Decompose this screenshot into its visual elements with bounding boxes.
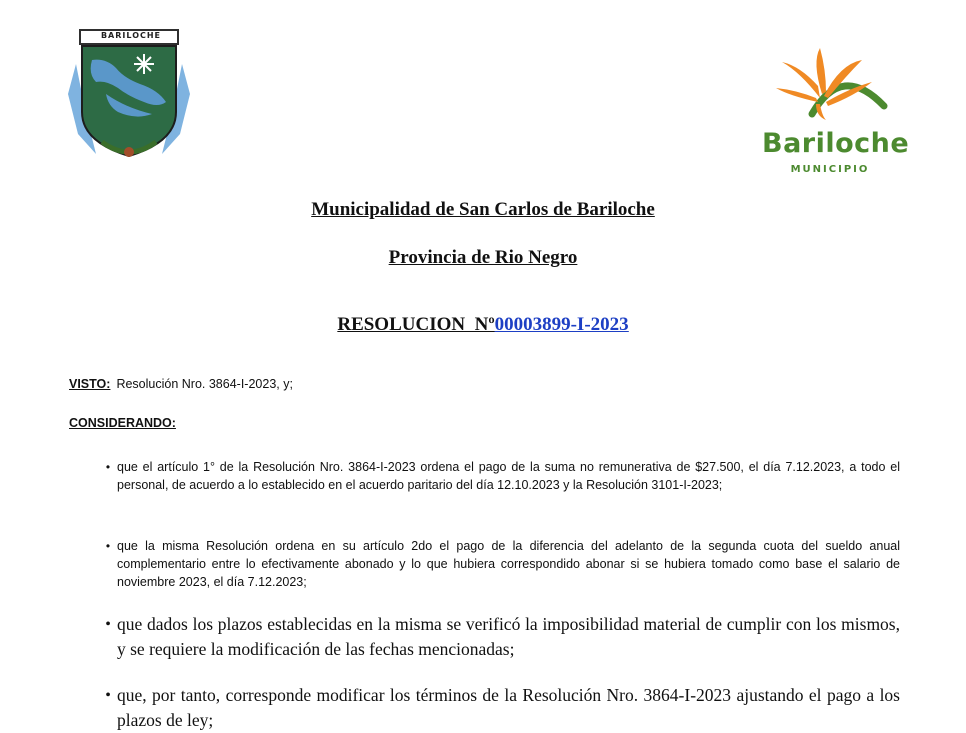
considerando-item-text: que dados los plazos establecidas en la misma se verificó la imposibilidad material de cumplir con los mismos, y se requiere la modificación de las fechas mencionadas; xyxy=(117,614,900,659)
brand-subtitle: MUNICIPIO xyxy=(790,164,870,175)
resolution-prefix: RESOLUCION Nº xyxy=(337,314,495,335)
considerando-item xyxy=(100,612,900,662)
considerando-item-text: que la misma Resolución ordena en su artículo 2do el pago de la diferencia del adelanto de la segunda cuota del sueldo anual complementario entre lo efectivamente abonado y lo que hubiera correspondido abonar si se hubiera tomado como base el salario de noviembre 2023, el día 7.12.2023; xyxy=(117,539,900,589)
bullet-icon: • xyxy=(105,687,111,704)
bariloche-crest-logo xyxy=(66,24,192,162)
visto-label: VISTO: xyxy=(69,377,111,391)
considerando-item xyxy=(100,537,900,591)
bariloche-lily-logo xyxy=(760,42,910,182)
resolution-title xyxy=(0,314,966,336)
bullet-icon: • xyxy=(105,460,111,474)
considerando-item xyxy=(100,683,900,733)
bullet-icon: • xyxy=(105,539,111,553)
considerando-item-text: que el artículo 1° de la Resolución Nro. 3864-I-2023 ordena el pago de la suma no remunerativa de $27.500, el día 7.12.2023, a todo el personal, de acuerdo a lo establecido en el acuerdo paritario del día 12.10.2023 y la Resolución 3101-I-2023; xyxy=(117,460,900,492)
crest-banner-text: BARILOCHE xyxy=(100,31,162,40)
municipality-title: Municipalidad de San Carlos de Bariloche xyxy=(311,199,655,220)
considerando-label: CONSIDERANDO: xyxy=(69,416,176,430)
visto-line xyxy=(69,377,293,391)
resolution-number-link[interactable]: 00003899-I-2023 xyxy=(494,314,629,335)
bullet-icon: • xyxy=(105,616,111,633)
considerando-item xyxy=(100,458,900,494)
brand-name: Bariloche xyxy=(762,128,910,159)
visto-text: Resolución Nro. 3864-I-2023, y; xyxy=(116,377,293,391)
considerando-item-text: que, por tanto, corresponde modificar los términos de la Resolución Nro. 3864-I-2023 ajustando el pago a los plazos de ley; xyxy=(117,685,900,730)
province-title: Provincia de Rio Negro xyxy=(388,247,578,268)
